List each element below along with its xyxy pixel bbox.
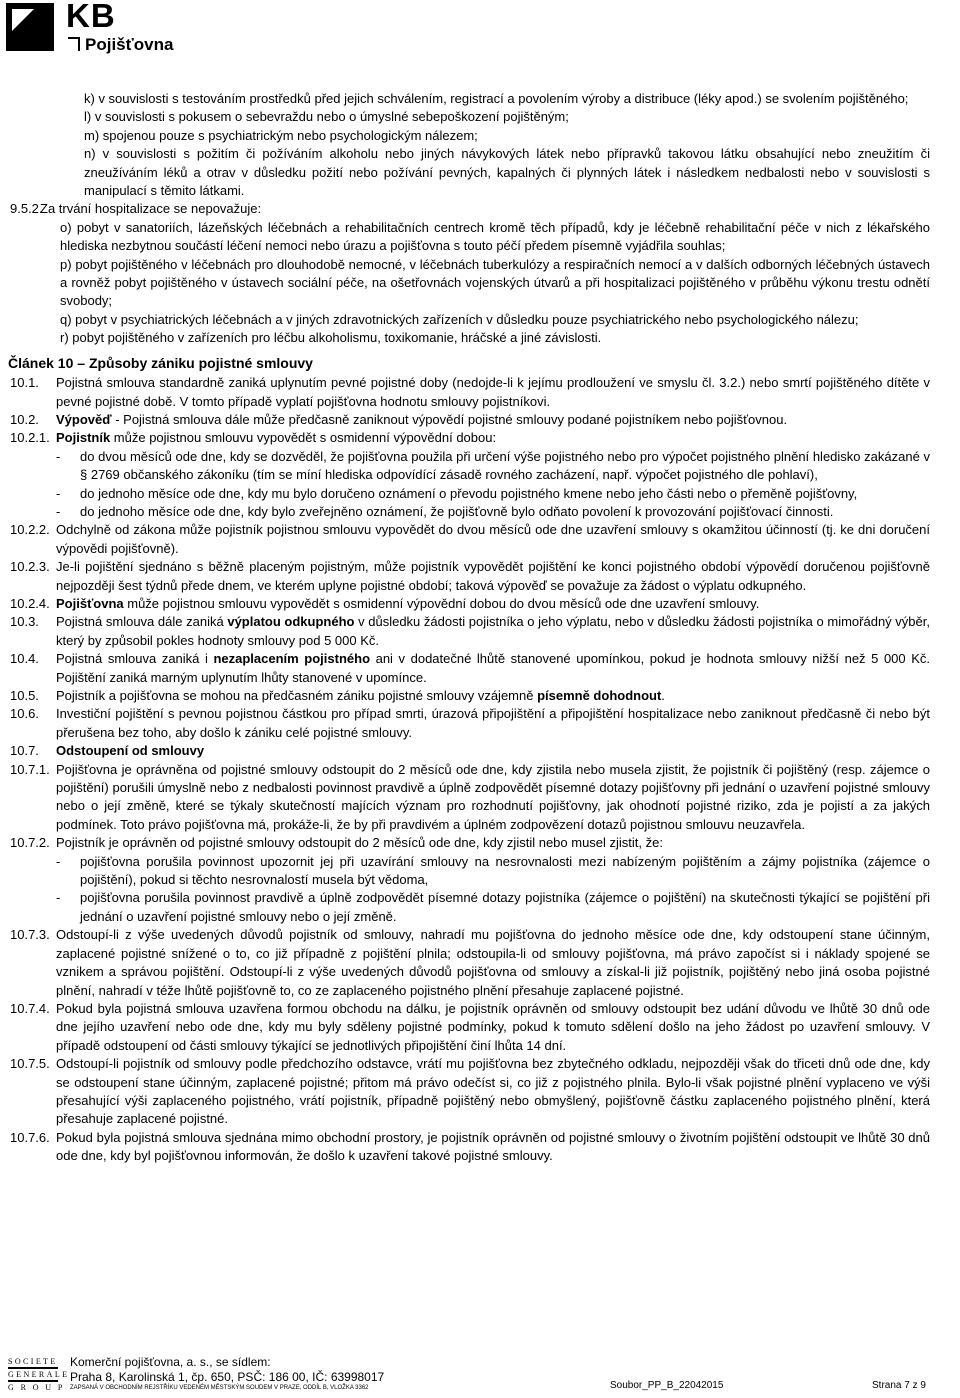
list-dash: -	[56, 853, 61, 869]
text-run: Odstoupí-li z výše uvedených důvodů pojistník od smlouvy, nahradí mu pojišťovna do jednoho měsíce ode dne, kdy odstoupení stane účinným, zaplacené pojistné snížené o to, co již případně z pojištění plnila; odstoupila-li od smlouvy pojišťovna, má právo započíst si i náklady spojené se vznikem a správou pojištění. Odstoupí-li z výše uvedených důvodů pojišťovna od smlouvy a získal-li již pojistník, pojištěný nebo jiná osoba pojistné plnění, nahradí v téže lhůtě pojišťovně to, co ze zaplaceného pojistného plnění přesahuje zaplacené pojistné.	[56, 927, 930, 998]
clause-number: 10.7.4.	[10, 1000, 50, 1016]
paragraph-text	[56, 595, 930, 613]
paragraph-text	[80, 853, 930, 890]
text-run: l) v souvislosti s pokusem o sebevraždu nebo o úmyslné sebepoškození pojištěným;	[84, 109, 569, 125]
paragraph	[0, 503, 960, 521]
footer-register: ZAPSANÁ V OBCHODNÍM REJSTŘÍKU VEDENÉM MĚSTSKÝM SOUDEM V PRAZE, ODDÍL B, VLOŽKA 3362	[70, 1385, 369, 1391]
section-heading	[0, 354, 960, 372]
text-run: p) pobyt pojištěného v léčebnách pro dlouhodobě nemocné, v léčebnách tuberkulózy a respiračních nemocí a v dalších odborných léčebných ústavech a rovněž pobyt pojištěného v ústavech sociální péče, na ošetřovnách vojenských útvarů a při hospitalizaci pojištěného v průběhu výkonu trestu odnětí svobody;	[60, 256, 930, 309]
text-run: Pojistná smlouva standardně zaniká uplynutím pevné pojistné doby (nedojde-li k jejímu prodloužení ve smyslu čl. 3.2.) nebo smrtí pojištěného dítěte v pevné pojistné době. V tomto případě vyplatí pojišťovna hodnotu smlouvy pojistníkovi.	[56, 375, 930, 409]
text-run: Pokud byla pojistná smlouva uzavřena formou obchodu na dálku, je pojistník oprávněn od smlouvy odstoupit bez udání důvodu ve lhůtě 30 dnů ode dne jejího uzavření nebo ode dne, kdy mu byly sděleny pojistné podmínky, pokud k tomuto sdělení došlo na jeho žádost po uzavření smlouvy. V případě odstoupení od části smlouvy týkající se jednotlivých připojištění činí lhůta 14 dní.	[56, 1000, 930, 1053]
paragraph	[0, 485, 960, 503]
clause-number: 10.2.3.	[10, 559, 50, 575]
paragraph-text	[60, 311, 930, 329]
text-run: Pojistník je oprávněn od pojistné smlouvy odstoupit do 2 měsíců ode dne, kdy zjistil nebo musel zjistit, že:	[56, 835, 663, 851]
text-run: k) v souvislosti s testováním prostředků před jejich schválením, registrací a povolením výroby a distribuce (léky apod.) se svolením pojištěného;	[84, 91, 909, 106]
paragraph-text	[8, 354, 930, 372]
paragraph	[0, 1129, 960, 1166]
paragraph-text	[80, 448, 930, 485]
paragraph	[0, 558, 960, 595]
clause-number: 10.3.	[10, 614, 39, 630]
paragraph	[0, 374, 960, 411]
societe-generale-logo: SOCIETE GENERALE G R O U P	[8, 1357, 70, 1392]
footer-company: Komerční pojišťovna, a. s., se sídlem:	[70, 1355, 271, 1369]
text-run: - Pojistná smlouva dále může předčasně zaniknout výpovědí pojistné smlouvy podané pojistníkem nebo pojišťovnou.	[111, 411, 788, 427]
text-run: pojišťovna porušila povinnost pravdivě a úplně zodpovědět písemné dotazy pojistníka (zájemce o pojištění) na skutečnosti týkající se pojištění při jednání o uzavření pojistné smlouvy nebo o její změně.	[80, 890, 930, 924]
clause-number: 10.7.	[10, 743, 39, 759]
text-run: Za trvání hospitalizace se nepovažuje:	[40, 201, 262, 217]
text-run: do jednoho měsíce ode dne, kdy mu bylo doručeno oznámení o převodu pojistného kmene nebo jeho části nebo o přeměně pojišťovny,	[80, 485, 858, 501]
paragraph-text	[56, 742, 930, 760]
paragraph	[0, 834, 960, 852]
paragraph	[0, 853, 960, 890]
paragraph	[0, 613, 960, 650]
paragraph-text	[56, 1055, 930, 1129]
kb-pojistovna-logo	[6, 0, 190, 57]
paragraph-text	[80, 889, 930, 926]
clause-number: 10.7.1.	[10, 761, 50, 777]
paragraph-text	[60, 256, 930, 311]
emphasis-text: výplatou odkupného	[227, 614, 355, 630]
list-dash: -	[56, 890, 61, 906]
paragraph	[0, 429, 960, 447]
list-dash: -	[56, 448, 61, 464]
paragraph	[0, 256, 960, 311]
paragraph	[0, 742, 960, 760]
paragraph	[0, 1000, 960, 1055]
paragraph-text	[56, 705, 930, 742]
paragraph	[0, 650, 960, 687]
paragraph-text	[56, 521, 930, 558]
emphasis-text: písemně dohodnout	[537, 688, 662, 703]
text-run: r) pobyt pojištěného v zařízeních pro léčbu alkoholismu, toxikomanie, hráčské a jiné závislosti.	[60, 330, 602, 346]
clause-number: 10.4.	[10, 651, 39, 667]
emphasis-text: Odstoupení od smlouvy	[56, 743, 205, 759]
text-run: o) pobyt v sanatoriích, lázeňských léčebnách a rehabilitačních centrech kromě těch případů, kdy je léčebně rehabilitační péče v nich z lékařského hlediska nezbytnou součástí léčení nemoci nebo úrazu a pojišťovna s touto péčí předem písemně vyjádřila souhlas;	[60, 219, 930, 254]
paragraph-text	[56, 926, 930, 1000]
paragraph-text	[60, 219, 930, 256]
text-run: Investiční pojištění s pevnou pojistnou částkou pro případ smrti, úrazová připojištění a připojištění hospitalizace nebo zaniknout předčasně či nebo být přerušena bez toho, aby došlo k zániku celé pojistné smlouvy.	[56, 706, 930, 740]
paragraph	[0, 329, 960, 347]
paragraph-text	[80, 485, 930, 503]
paragraph	[0, 411, 960, 429]
text-run: v důsledku žádosti pojistníka o jeho výplatu, nebo v důsledku žádosti pojistníka o mimořádný výběr, který by způsobil pokles hodnoty smlouvy pod 5 000 Kč.	[56, 614, 930, 648]
paragraph	[0, 705, 960, 742]
emphasis-text: Pojišťovna	[56, 595, 124, 611]
text-run: n) v souvislosti s požitím či požíváním alkoholu nebo jiných návykových látek nebo přípravků takovou látku obsahující nebo zneužitím či zneužíváním léků a otrav v důsledku požití nebo požívání pevných, kapalných či plynných látek i následkem nedbalosti nebo v souvislosti s manipulací s těmito látkami.	[84, 146, 930, 199]
text-run: pojišťovna porušila povinnost upozornit jej při uzavírání smlouvy na nesrovnalosti mezi nabízeným pojištěním a zájmy pojistníka (zájemce o pojištění), pokud si těchto nesrovnalostí musela být vědoma,	[80, 853, 930, 888]
paragraph	[0, 200, 960, 218]
text-run: do jednoho měsíce ode dne, kdy bylo zveřejněno oznámení, že pojišťovně bylo odňato povolení k provozování pojišťovací činnosti.	[80, 503, 834, 519]
emphasis-text: Výpověď	[56, 411, 112, 427]
paragraph	[0, 127, 960, 145]
text-run: Odstoupí-li pojistník od smlouvy podle předchozího odstavce, vrátí mu pojišťovna bez zbytečného odkladu, nejpozději však do třiceti dnů ode dne, kdy se odstoupení stane účinným, zaplacené pojistné; přitom má právo odečíst si, co již z pojistného plnila. Bylo-li však pojistné plnění vyplaceno ve výši přesahující výši zaplaceného pojistného, vrátí pojistník, případně pojištěný nebo obmyšlený, pojišťovně částku zaplaceného pojistného plnění, která přesahuje zaplacené pojistné.	[56, 1056, 930, 1127]
paragraph	[0, 108, 960, 126]
paragraph-text	[56, 650, 930, 687]
paragraph-text	[84, 145, 930, 200]
clause-number: 10.5.	[10, 688, 39, 703]
paragraph-text	[56, 834, 930, 852]
emphasis-text: Pojistník	[56, 430, 111, 446]
paragraph	[0, 219, 960, 256]
text-run: Pojistník a pojišťovna se mohou na předčasném zániku pojistné smlouvy vzájemně	[56, 688, 538, 703]
clause-number: 10.2.1.	[10, 430, 50, 446]
text-run: může pojistnou smlouvu vypovědět s osmidenní výpovědní dobou:	[110, 430, 497, 446]
paragraph-text	[56, 687, 930, 705]
paragraph	[0, 889, 960, 926]
paragraph	[0, 595, 960, 613]
paragraph	[0, 311, 960, 329]
paragraph-text	[80, 503, 930, 521]
paragraph-text	[56, 1129, 930, 1166]
text-run: Odchylně od zákona může pojistník pojistnou smlouvu vypovědět do dvou měsíců ode dne uzavření smlouvy s okamžitou účinností (tj. ke dni doručení výpovědi pojišťovně).	[56, 522, 930, 556]
clause-number: 10.7.3.	[10, 927, 50, 943]
clause-number: 10.2.2.	[10, 522, 50, 538]
paragraph	[0, 448, 960, 485]
logo-mark	[6, 3, 54, 51]
paragraph	[0, 687, 960, 705]
clause-number: 10.2.4.	[10, 595, 50, 611]
list-dash: -	[56, 485, 61, 501]
paragraph-text	[56, 558, 930, 595]
paragraph-text	[84, 127, 930, 145]
paragraph-text	[56, 411, 930, 429]
text-run: Je-li pojištění sjednáno s běžně placeným pojistným, může pojistník vypovědět pojištění ke konci pojistného období výpovědí doručenou pojišťovně nejpozději šest týdnů přede dnem, ve kterém uplyne pojistné období; taková výpověď se považuje za žádost o výplatu odkupného.	[56, 559, 930, 593]
footer-document-id: Soubor_PP_B_22042015	[610, 1380, 724, 1391]
clause-number: 10.1.	[10, 375, 39, 391]
clause-number: 9.5.2.	[10, 201, 43, 217]
logo-subtitle: Pojišťovna	[68, 35, 173, 55]
paragraph-text	[56, 761, 930, 835]
text-run: Pokud byla pojistná smlouva sjednána mimo obchodní prostory, je pojistník oprávněn od pojistné smlouvy o životním pojištění odstoupit ve lhůtě 30 dnů ode dne, kdy byl pojišťovnou informován, že došlo k uzavření takové pojistné smlouvy.	[56, 1129, 930, 1164]
page-footer	[0, 1354, 960, 1398]
paragraph	[0, 90, 960, 108]
list-dash: -	[56, 503, 61, 519]
paragraph-text	[84, 108, 930, 126]
text-run: .	[661, 688, 665, 703]
footer-page-number: Strana 7 z 9	[872, 1380, 926, 1391]
footer-address: Praha 8, Karolinská 1, čp. 650, PSČ: 186 00, IČ: 63998017	[70, 1370, 385, 1384]
paragraph	[0, 145, 960, 200]
text-run: ani v dodatečné lhůtě stanovené upomínkou, pokud je hodnota smlouvy nižší než 5 000 Kč. Pojištění zaniká marným uplynutím lhůty stanovené v upomínce.	[56, 651, 930, 685]
paragraph-text	[56, 613, 930, 650]
text-run: q) pobyt v psychiatrických léčebnách a v jiných zdravotnických zařízeních v důsledku pouze psychiatrického nebo psychologického nálezu;	[60, 311, 859, 327]
text-run: může pojistnou smlouvu vypovědět s osmidenní výpovědní dobou do dvou měsíců ode dne uzavření smlouvy.	[123, 595, 760, 611]
paragraph-text	[40, 200, 930, 218]
clause-number: 10.7.6.	[10, 1129, 50, 1145]
emphasis-text: Článek 10 – Způsoby zániku pojistné smlouvy	[8, 354, 313, 371]
clause-number: 10.7.2.	[10, 835, 50, 851]
text-run: Pojistná smlouva dále zaniká	[56, 614, 228, 630]
logo-wordmark: KB	[66, 0, 116, 34]
text-run: do dvou měsíců ode dne, kdy se dozvěděl, že pojišťovna použila při určení výše pojistného nebo pro výpočet pojistného plnění hledisko zakázané v § 2769 občanského zákoníku (tím se míní hlediska odpovídící zásadě rovného zacházení, např. výpočet pojistného dle pohlaví),	[80, 448, 930, 483]
paragraph	[0, 521, 960, 558]
text-run: m) spojenou pouze s psychiatrickým nebo psychologickým nálezem;	[84, 127, 478, 143]
paragraph-text	[56, 1000, 930, 1055]
document-body	[0, 90, 960, 1166]
clause-number: 10.6.	[10, 706, 39, 722]
clause-number: 10.2.	[10, 411, 39, 427]
text-run: Pojistná smlouva zaniká i	[56, 651, 214, 667]
clause-number: 10.7.5.	[10, 1056, 50, 1072]
paragraph-text	[56, 429, 930, 447]
paragraph-text	[60, 329, 930, 347]
paragraph	[0, 926, 960, 1000]
paragraph	[0, 1055, 960, 1129]
emphasis-text: nezaplacením pojistného	[213, 651, 371, 667]
text-run: Pojišťovna je oprávněna od pojistné smlouvy odstoupit do 2 měsíců ode dne, kdy zjistila nebo musela zjistit, že pojistník či pojištěný (resp. zájemce o pojištění) porušili úmyslně nebo z nedbalosti povinnost pravdivě a úplně zodpovědět písemné dotazy pojišťovny při jednání o uzavření pojistné smlouvy nebo o její změně, které se týkaly skutečností majících význam pro rozhodnutí pojišťovny, jak ohodnotí pojistné riziko, zda je pojistí a za jakých podmínek. Toto právo pojišťovna má, prokáže-li, že by při pravdivém a úplném zodpovězení dotazů pojistnou smlouvu neuzavřela.	[56, 761, 930, 832]
paragraph	[0, 761, 960, 835]
paragraph-text	[56, 374, 930, 411]
paragraph-text	[84, 90, 930, 108]
